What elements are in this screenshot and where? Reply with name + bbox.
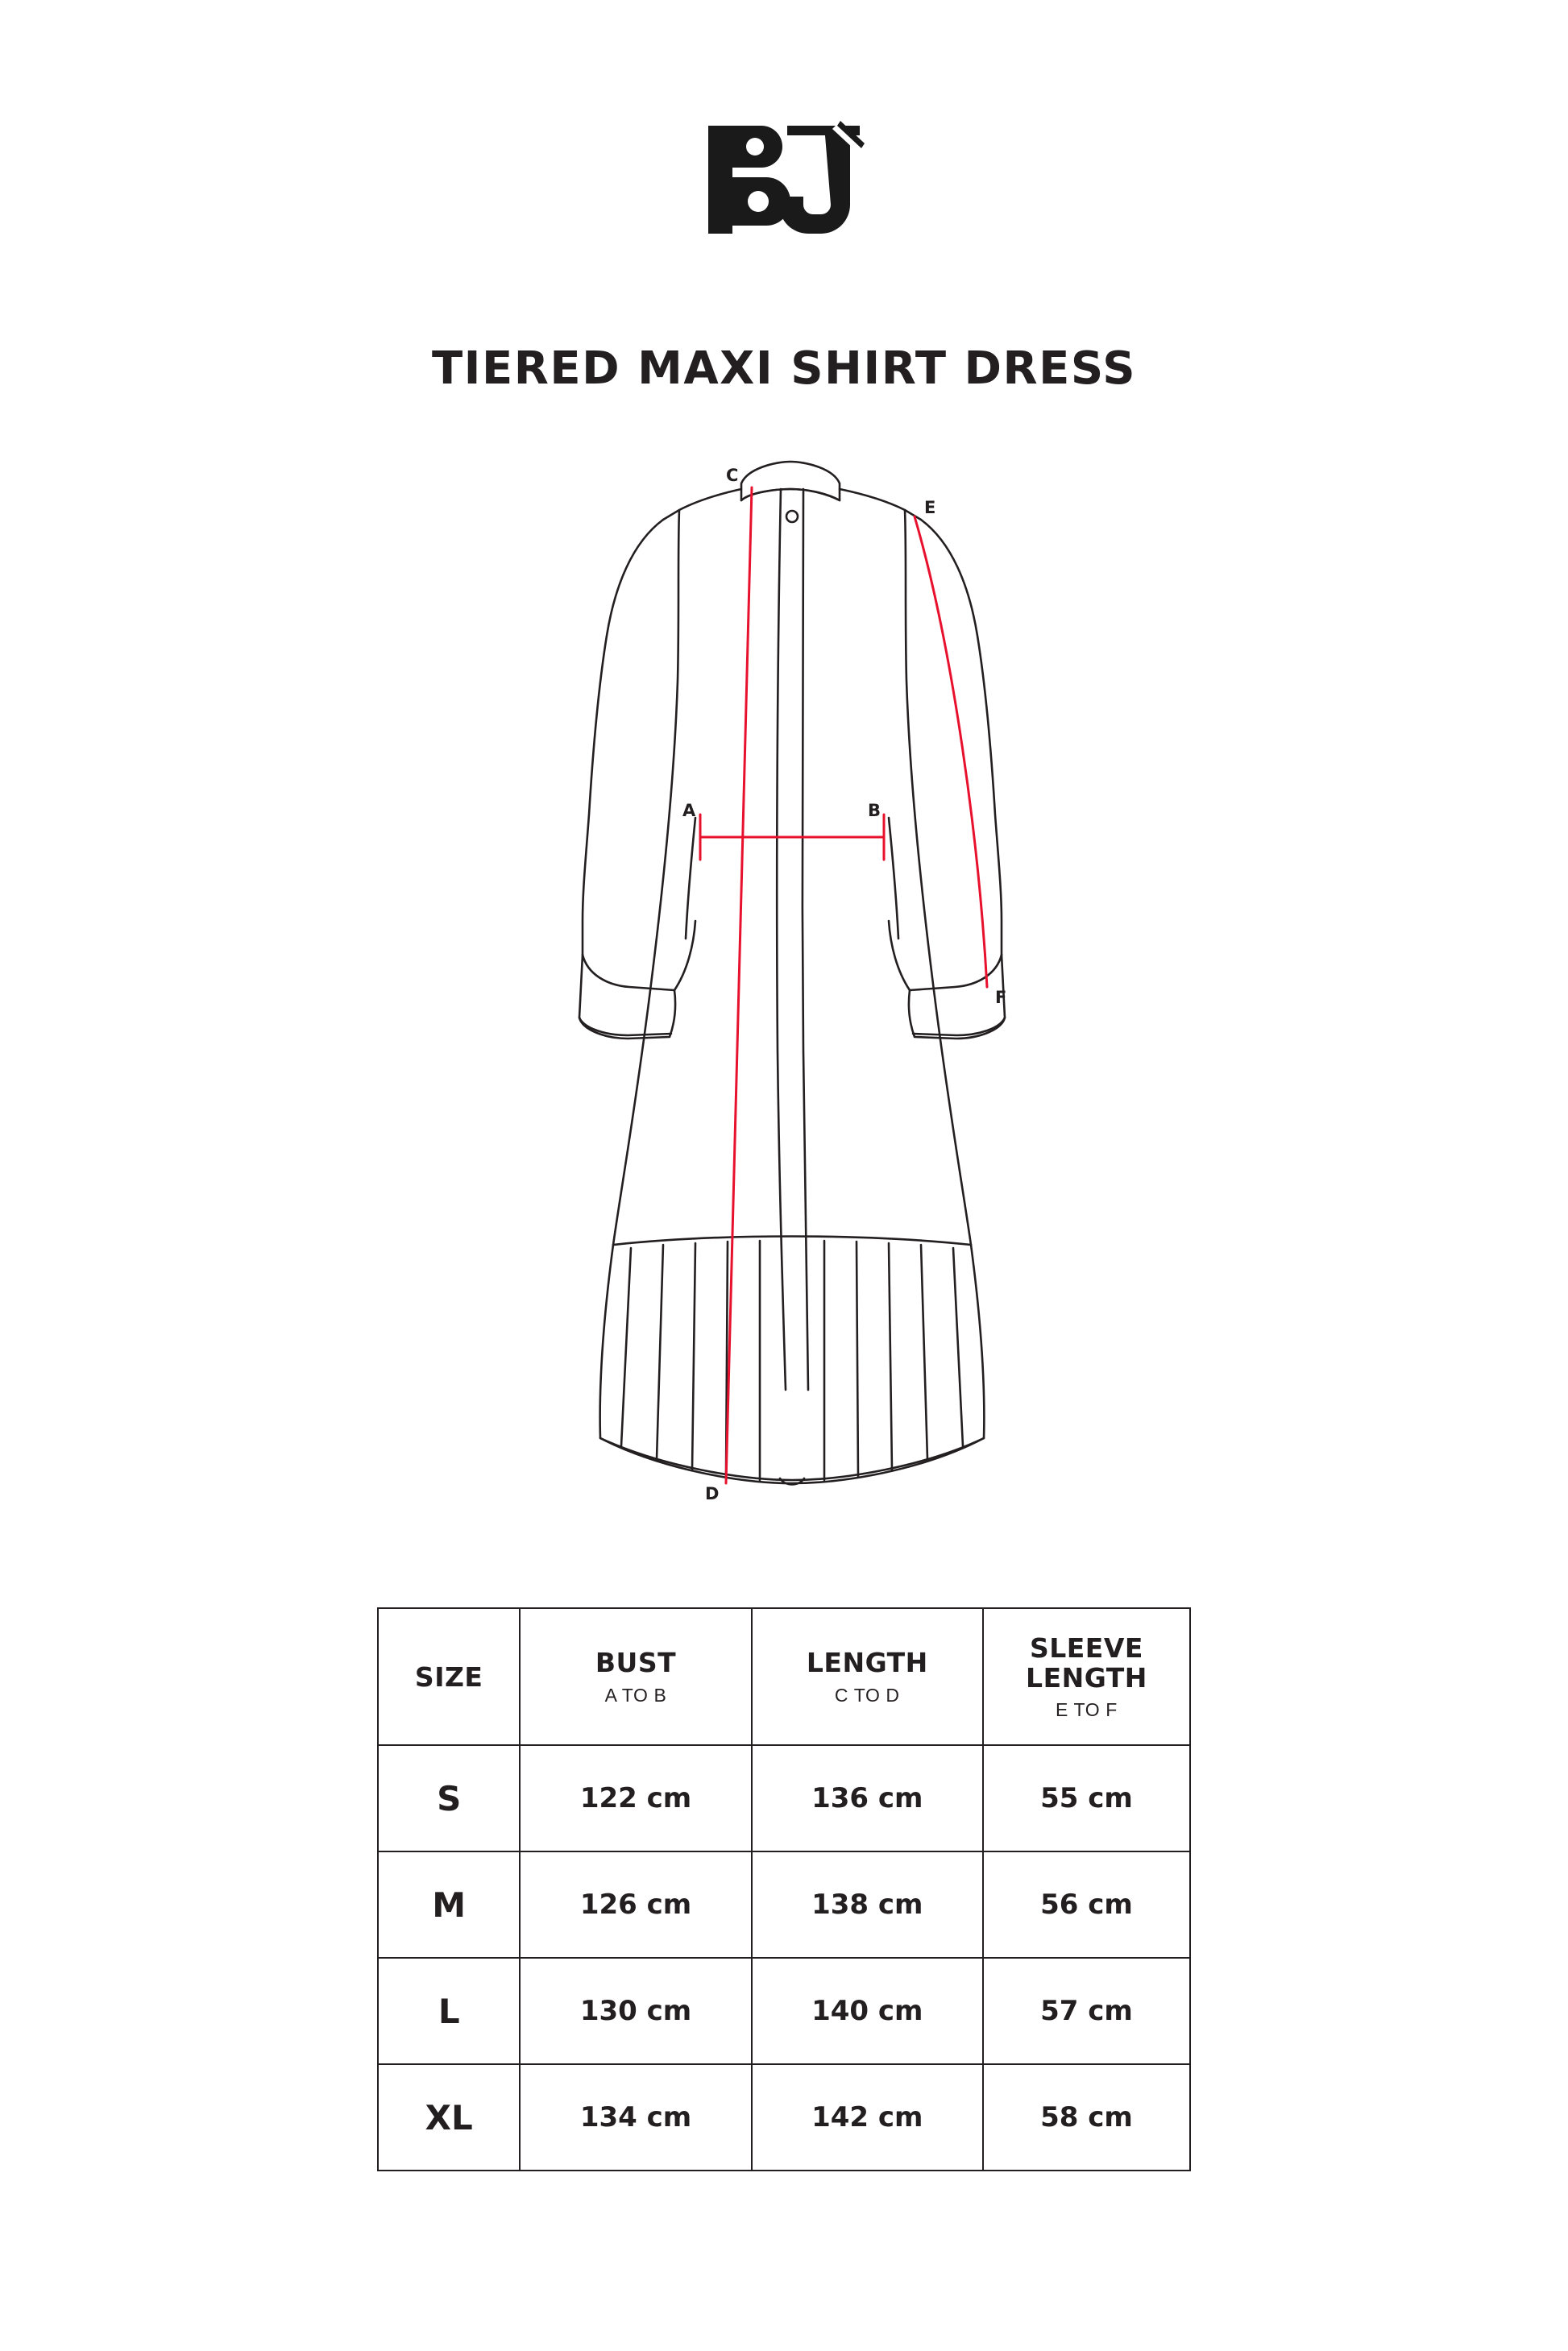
cell-sleeve: 56 cm — [983, 1851, 1190, 1958]
table-row — [378, 2064, 1190, 2171]
size-table — [377, 1607, 1191, 2171]
table-row — [378, 1958, 1190, 2064]
point-label-b: B — [868, 801, 881, 820]
page-title: TIERED MAXI SHIRT DRESS — [431, 342, 1137, 395]
table-row — [378, 1745, 1190, 1851]
cell-length: 142 cm — [752, 2064, 983, 2171]
cell-length: 138 cm — [752, 1851, 983, 1958]
column-header-bust-sub: A TO B — [604, 1684, 667, 1706]
cell-sleeve: 57 cm — [983, 1958, 1190, 2064]
column-header-length — [752, 1608, 983, 1745]
column-header-sleeve-length — [983, 1608, 1190, 1745]
cell-length: 140 cm — [752, 1958, 983, 2064]
cell-size: M — [378, 1851, 520, 1958]
table-header-row — [378, 1608, 1190, 1745]
column-header-bust — [520, 1608, 751, 1745]
tiered-maxi-shirt-dress-technical-drawing — [341, 439, 1227, 1591]
column-header-sleeve-length-main: SLEEVE LENGTH — [1026, 1632, 1147, 1694]
column-header-bust-main: BUST — [595, 1647, 677, 1679]
cell-length: 136 cm — [752, 1745, 983, 1851]
cell-size: XL — [378, 2064, 520, 2171]
point-label-e: E — [924, 498, 936, 517]
column-header-size — [378, 1608, 520, 1745]
point-label-f: F — [995, 988, 1007, 1007]
cell-size: S — [378, 1745, 520, 1851]
cell-bust: 122 cm — [520, 1745, 751, 1851]
cell-bust: 134 cm — [520, 2064, 751, 2171]
cell-size: L — [378, 1958, 520, 2064]
cell-bust: 126 cm — [520, 1851, 751, 1958]
column-header-length-sub: C TO D — [834, 1684, 900, 1706]
column-header-length-main: LENGTH — [806, 1647, 928, 1679]
bj-monogram-logo — [687, 113, 881, 250]
point-label-a: A — [682, 801, 696, 820]
size-chart — [377, 1607, 1191, 2171]
column-header-size-main: SIZE — [414, 1661, 483, 1693]
cell-bust: 130 cm — [520, 1958, 751, 2064]
point-label-c: C — [726, 466, 739, 485]
column-header-sleeve-length-sub: E TO F — [1056, 1699, 1118, 1721]
cell-sleeve: 58 cm — [983, 2064, 1190, 2171]
table-row — [378, 1851, 1190, 1958]
point-label-d: D — [705, 1484, 720, 1503]
cell-sleeve: 55 cm — [983, 1745, 1190, 1851]
